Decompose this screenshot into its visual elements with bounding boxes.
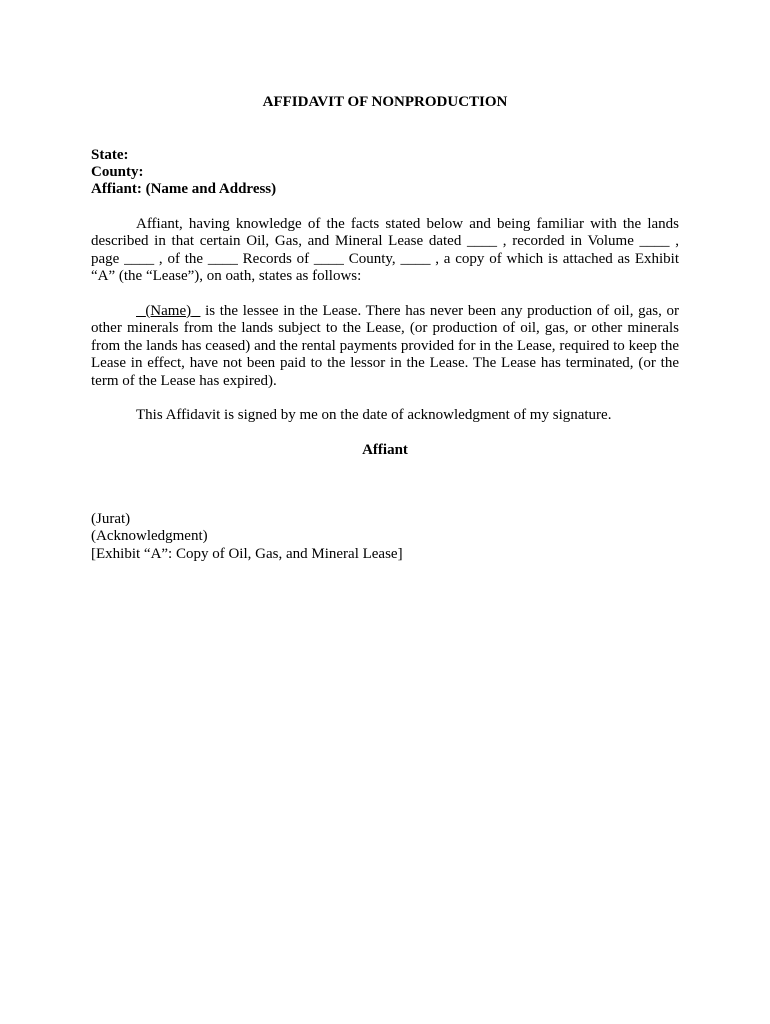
- acknowledgment-line: (Acknowledgment): [91, 528, 208, 544]
- paragraph-nonproduction-text: [91, 303, 679, 390]
- paragraph-lease-description: [91, 216, 679, 286]
- document-title: AFFIDAVIT OF NONPRODUCTION: [262, 94, 508, 110]
- paragraph-signature-statement-text: This Affidavit is signed by me on the date of acknowledgment of my signature.: [136, 407, 612, 423]
- affiant-signature-label: Affiant: [362, 442, 408, 458]
- paragraph-nonproduction: [91, 303, 679, 390]
- affiant-label: Affiant: (Name and Address): [91, 181, 277, 197]
- lessee-name-blank: (Name): [145, 303, 192, 319]
- paragraph-nonproduction-body: is the lessee in the Lease. There has never been any production of oil, gas, or other minerals from the lands subject to the Lease, (or production of oil, gas, or other minerals from the lands has ceased) and the rental payments provided for in the Lease, required to keep the Lease in effect, have not been paid to the lessor in the Lease. The Lease has terminated, (or the term of the Lease has expired).: [91, 303, 680, 389]
- county-label: County:: [91, 164, 144, 180]
- paragraph-signature-statement: [91, 407, 679, 424]
- exhibit-line: [Exhibit “A”: Copy of Oil, Gas, and Mineral Lease]: [91, 546, 403, 562]
- paragraph-lease-description-text: Affiant, having knowledge of the facts stated below and being familiar with the lands described in that certain Oil, Gas, and Mineral Lease dated ____ , recorded in Volume ____ , page ____ , of the ____ Records of ____ County, ____ , a copy of which is attached as Exhibit “A” (the “Lease”), on oath, states as follows:: [91, 216, 679, 285]
- state-label: State:: [91, 147, 129, 163]
- jurat-line: (Jurat): [91, 511, 131, 527]
